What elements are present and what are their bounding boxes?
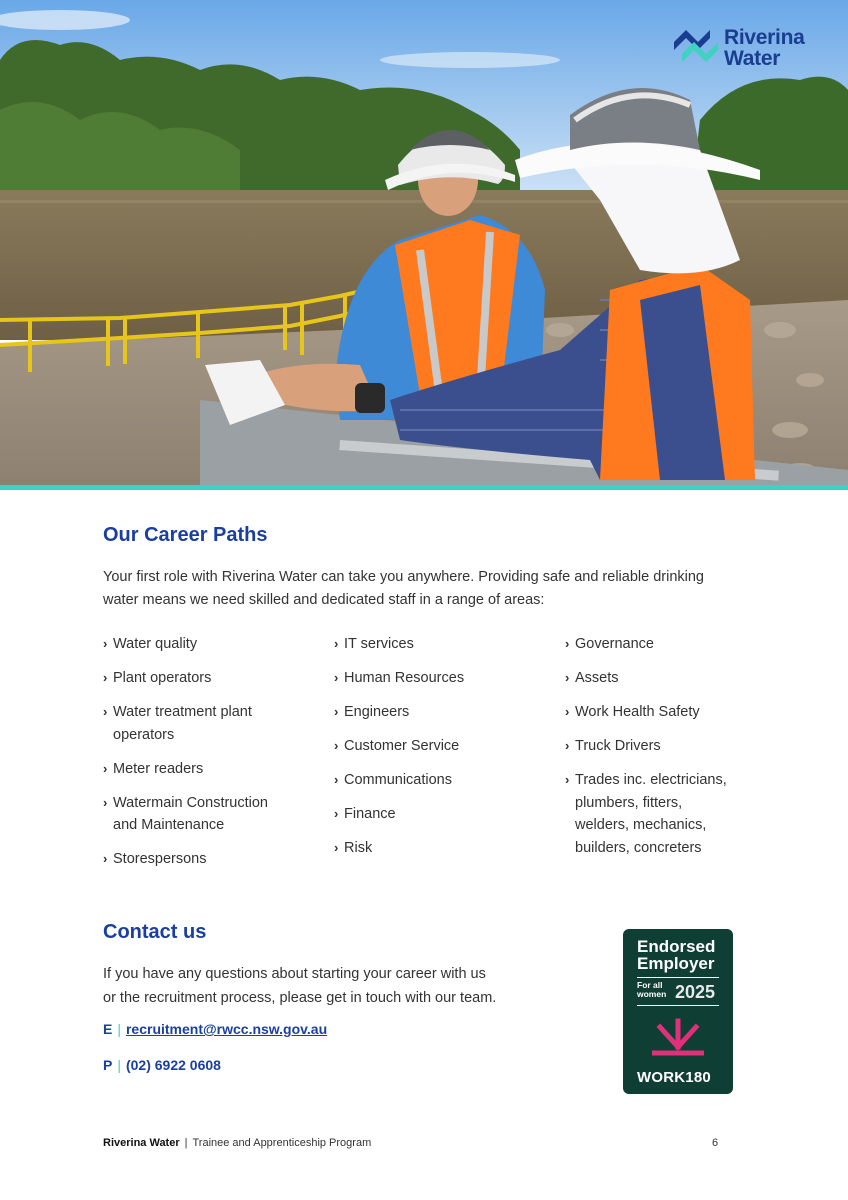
career-path-label: Communications <box>344 772 452 788</box>
career-path-item <box>565 735 785 758</box>
chevron-right-icon: › <box>103 851 108 866</box>
footer-program: Trainee and Apprenticeship Program <box>192 1137 372 1149</box>
career-path-label: Truck Drivers <box>575 738 661 754</box>
career-column-2 <box>334 633 554 871</box>
chevron-right-icon: › <box>565 670 570 685</box>
intro-line: water means we need skilled and dedicated staff in a range of areas: <box>103 592 545 608</box>
badge-small-1: For all <box>637 980 663 990</box>
contact-line: If you have any questions about starting your career with us <box>103 966 486 982</box>
badge-divider <box>637 1005 719 1006</box>
career-path-item <box>103 667 323 690</box>
badge-line-1: Endorsed <box>637 937 716 956</box>
career-path-label: Assets <box>575 670 619 686</box>
endorsed-employer-badge <box>623 929 733 1094</box>
contact-line: or the recruitment process, please get in touch with our team. <box>103 990 497 1006</box>
career-path-label: Storespersons <box>113 851 207 867</box>
career-path-label: Watermain Construction <box>113 794 268 811</box>
chevron-right-icon: › <box>103 760 108 776</box>
career-path-item <box>565 769 785 859</box>
career-path-label: Customer Service <box>344 738 460 754</box>
chevron-right-icon: › <box>334 806 339 821</box>
career-path-item <box>103 848 323 871</box>
badge-year: 2025 <box>675 982 716 1002</box>
career-path-item <box>103 758 323 781</box>
career-path-label: Engineers <box>344 704 410 720</box>
career-path-item <box>103 701 323 746</box>
badge-small-2: women <box>637 989 667 999</box>
email-link[interactable]: recruitment@rwcc.nsw.gov.au <box>125 1021 328 1037</box>
badge-line-2: Employer <box>637 954 715 973</box>
logo-line-1: Riverina <box>724 26 805 49</box>
career-path-item <box>565 667 785 690</box>
career-path-item <box>334 701 554 724</box>
footer-org: Riverina Water <box>103 1137 180 1149</box>
work180-star-icon <box>652 1017 704 1061</box>
career-path-item <box>334 667 554 690</box>
chevron-right-icon: › <box>565 772 570 787</box>
career-path-label: IT services <box>344 636 414 652</box>
riverina-water-logo <box>672 24 812 74</box>
chevron-right-icon: › <box>565 636 570 651</box>
intro-line: Your first role with Riverina Water can take you anywhere. Providing safe and reliable drinking <box>103 569 704 585</box>
chevron-right-icon: › <box>103 704 108 719</box>
badge-title <box>637 938 715 972</box>
chevron-right-icon: › <box>334 704 339 719</box>
hero-accent-bar <box>0 485 848 490</box>
career-path-label: Governance <box>575 636 654 652</box>
separator: | <box>117 1021 121 1037</box>
career-path-label: Finance <box>344 806 396 822</box>
career-path-label: welders, mechanics, <box>575 817 707 833</box>
career-path-label: Meter readers <box>113 760 204 777</box>
career-path-item <box>334 769 554 792</box>
contact-email <box>103 1021 327 1037</box>
career-path-label: Water quality <box>113 636 198 652</box>
badge-divider <box>637 977 719 978</box>
chevron-right-icon: › <box>103 670 108 685</box>
career-path-label: Risk <box>344 840 373 856</box>
career-column-1 <box>103 633 323 882</box>
career-path-item <box>334 735 554 758</box>
contact-heading: Contact us <box>103 921 207 943</box>
phone-label: P <box>103 1057 113 1073</box>
contact-description <box>103 962 573 1010</box>
chevron-right-icon: › <box>103 636 108 651</box>
career-path-item <box>334 803 554 826</box>
career-path-item <box>103 633 323 656</box>
career-path-item <box>565 633 785 656</box>
separator: | <box>117 1057 121 1073</box>
career-path-label: Work Health Safety <box>575 704 700 720</box>
phone-number: (02) 6922 0608 <box>125 1057 221 1073</box>
career-path-label: plumbers, fitters, <box>575 794 683 811</box>
career-paths-intro <box>103 566 763 612</box>
career-paths-heading: Our Career Paths <box>103 524 268 546</box>
logo-wave-icon <box>672 24 720 72</box>
contact-phone <box>103 1057 221 1073</box>
chevron-right-icon: › <box>334 670 339 685</box>
career-path-label: and Maintenance <box>113 817 225 833</box>
footer-separator: | <box>184 1137 188 1149</box>
career-path-label: Water treatment plant <box>113 704 252 720</box>
email-label: E <box>103 1021 113 1037</box>
career-path-item <box>334 633 554 656</box>
career-path-label: Plant operators <box>113 670 212 686</box>
career-path-item <box>334 837 554 860</box>
badge-for-all-women <box>637 981 666 999</box>
career-path-item <box>565 701 785 724</box>
career-path-label: operators <box>113 726 175 743</box>
career-path-item <box>103 792 323 837</box>
chevron-right-icon: › <box>334 840 339 855</box>
logo-line-2: Water <box>724 47 781 70</box>
chevron-right-icon: › <box>334 772 339 787</box>
career-path-label: builders, concreters <box>575 839 702 856</box>
career-path-label: Trades inc. electricians, <box>575 772 727 788</box>
chevron-right-icon: › <box>565 704 570 719</box>
chevron-right-icon: › <box>334 636 339 651</box>
chevron-right-icon: › <box>565 738 570 753</box>
career-column-3 <box>565 633 785 871</box>
page-number: 6 <box>712 1137 719 1149</box>
career-path-label: Human Resources <box>344 670 465 686</box>
page-footer <box>103 1137 371 1149</box>
chevron-right-icon: › <box>103 794 108 810</box>
chevron-right-icon: › <box>334 738 339 753</box>
work180-brand: WORK180 <box>637 1069 711 1086</box>
